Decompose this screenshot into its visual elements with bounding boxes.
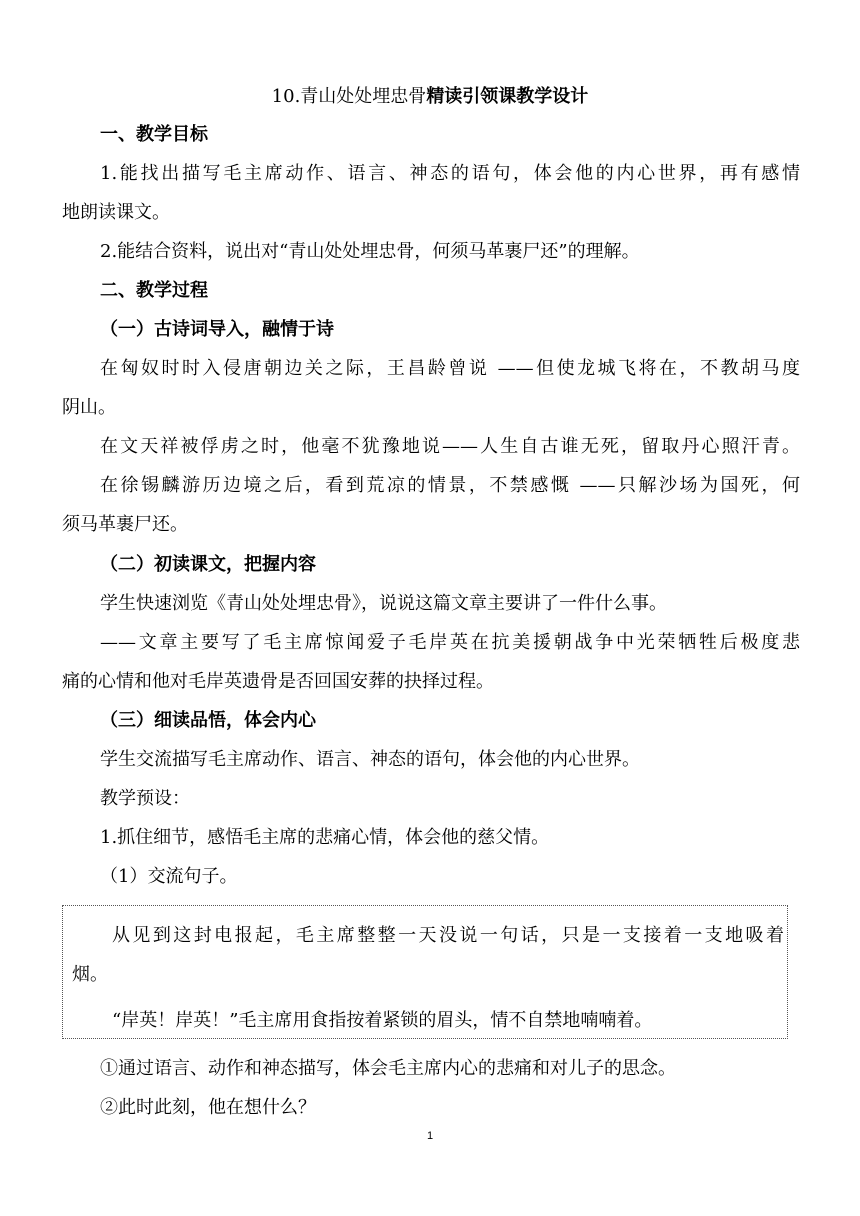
goal1-line1: 1.能找出描写毛主席动作、语言、神态的语句，体会他的内心世界，再有感情 — [100, 163, 800, 184]
p9: （1）交流句子。 — [100, 866, 238, 887]
title-plain: 10.青山处处埋忠骨 — [271, 86, 427, 107]
p10: ①通过语言、动作和神态描写，体会毛主席内心的悲痛和对儿子的思念。 — [100, 1058, 676, 1079]
p5-line1: ——文章主要写了毛主席惊闻爱子毛岸英在抗美援朝战争中光荣牺牲后极度悲 — [100, 632, 800, 653]
goals-heading: 一、教学目标 — [100, 124, 208, 145]
goal2: 2.能结合资料，说出对“青山处处埋忠骨，何须马革裹尸还”的理解。 — [100, 241, 640, 262]
step1-heading: （一）古诗词导入，融情于诗 — [100, 319, 334, 340]
goal1-line2: 地朗读课文。 — [62, 202, 170, 223]
step2-heading: （二）初读课文，把握内容 — [100, 554, 316, 575]
process-heading: 二、教学过程 — [100, 280, 208, 301]
quote-line3: “岸英！岸英！”毛主席用食指按着紧锁的眉头，情不自禁地喃喃着。 — [112, 1010, 653, 1031]
p8: 1.抓住细节，感悟毛主席的悲痛心情，体会他的慈父情。 — [100, 827, 550, 848]
step3-heading: （三）细读品悟，体会内心 — [100, 710, 316, 731]
quote-line1: 从见到这封电报起，毛主席整整一天没说一句话，只是一支接着一支地吸着 — [112, 925, 784, 946]
document-title — [0, 86, 860, 108]
p5-line2: 痛的心情和他对毛岸英遗骨是否回国安葬的抉择过程。 — [62, 671, 494, 692]
p3-line2: 须马革裹尸还。 — [62, 514, 188, 535]
p7: 教学预设： — [100, 788, 190, 809]
p6: 学生交流描写毛主席动作、语言、神态的语句，体会他的内心世界。 — [100, 749, 640, 770]
quote-line2: 烟。 — [72, 964, 108, 985]
p2: 在文天祥被俘虏之时，他毫不犹豫地说——人生自古谁无死，留取丹心照汗青。 — [100, 436, 800, 457]
p11: ②此时此刻，他在想什么？ — [100, 1097, 316, 1118]
p4: 学生快速浏览《青山处处埋忠骨》，说说这篇文章主要讲了一件什么事。 — [100, 593, 667, 614]
p1-line1: 在匈奴时时入侵唐朝边关之际，王昌龄曾说 ——但使龙城飞将在，不教胡马度 — [100, 358, 800, 379]
p1-line2: 阴山。 — [62, 397, 116, 418]
page-number: 1 — [426, 1130, 434, 1142]
p3-line1: 在徐锡麟游历边境之后，看到荒凉的情景，不禁感慨 ——只解沙场为国死，何 — [100, 475, 800, 496]
title-bold: 精读引领课教学设计 — [426, 86, 589, 107]
